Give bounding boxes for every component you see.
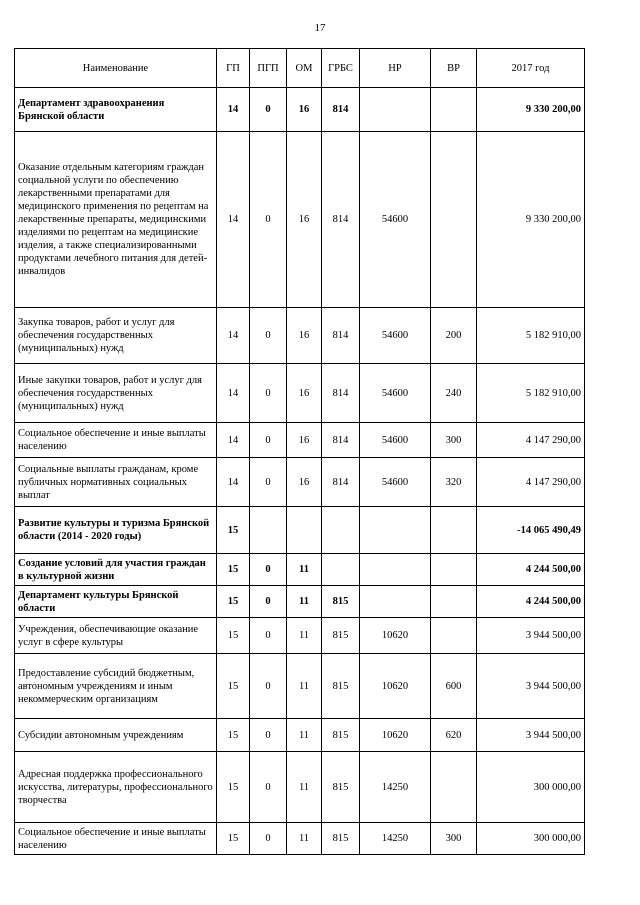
row-name: Социальное обеспечение и иные выплаты населению xyxy=(15,423,217,458)
row-grbs xyxy=(322,507,360,554)
row-pgp: 0 xyxy=(250,719,287,752)
row-amount: 3 944 500,00 xyxy=(477,654,585,719)
row-gp: 15 xyxy=(217,554,250,586)
row-pgp: 0 xyxy=(250,364,287,423)
row-name: Развитие культуры и туризма Брянской области (2014 - 2020 годы) xyxy=(15,507,217,554)
row-amount: 5 182 910,00 xyxy=(477,308,585,364)
row-amount: 9 330 200,00 xyxy=(477,132,585,308)
row-gp: 15 xyxy=(217,618,250,654)
page-number: 17 xyxy=(314,22,326,34)
row-amount: 4 147 290,00 xyxy=(477,458,585,507)
row-amount: 4 147 290,00 xyxy=(477,423,585,458)
row-om: 11 xyxy=(287,618,322,654)
row-gp: 15 xyxy=(217,823,250,855)
row-om: 11 xyxy=(287,719,322,752)
row-nr: 14250 xyxy=(360,823,431,855)
row-vr: 200 xyxy=(431,308,477,364)
table-row xyxy=(15,554,585,586)
row-pgp: 0 xyxy=(250,618,287,654)
row-name: Создание условий для участия граждан в культурной жизни xyxy=(15,554,217,586)
row-amount: -14 065 490,49 xyxy=(477,507,585,554)
row-name: Закупка товаров, работ и услуг для обеспечения государственных (муниципальных) нужд xyxy=(15,308,217,364)
row-grbs: 815 xyxy=(322,618,360,654)
table-row xyxy=(15,364,585,423)
row-vr: 620 xyxy=(431,719,477,752)
row-pgp: 0 xyxy=(250,458,287,507)
row-gp: 14 xyxy=(217,364,250,423)
header-grbs: ГРБС xyxy=(322,49,360,88)
row-amount: 9 330 200,00 xyxy=(477,88,585,132)
row-name: Учреждения, обеспечивающие оказание услуг в сфере культуры xyxy=(15,618,217,654)
row-om: 11 xyxy=(287,554,322,586)
row-vr xyxy=(431,618,477,654)
header-year: 2017 год xyxy=(477,49,585,88)
row-grbs: 814 xyxy=(322,132,360,308)
row-vr xyxy=(431,752,477,823)
row-grbs: 815 xyxy=(322,719,360,752)
table-row xyxy=(15,654,585,719)
row-nr: 10620 xyxy=(360,719,431,752)
row-grbs: 814 xyxy=(322,458,360,507)
row-pgp: 0 xyxy=(250,823,287,855)
row-vr: 600 xyxy=(431,654,477,719)
budget-table xyxy=(14,48,585,855)
row-gp: 15 xyxy=(217,719,250,752)
row-name: Иные закупки товаров, работ и услуг для обеспечения государственных (муниципальных) нужд xyxy=(15,364,217,423)
row-amount: 5 182 910,00 xyxy=(477,364,585,423)
row-om: 11 xyxy=(287,823,322,855)
table-row xyxy=(15,308,585,364)
row-om: 16 xyxy=(287,364,322,423)
header-name: Наименование xyxy=(15,49,217,88)
table-row xyxy=(15,719,585,752)
table-row xyxy=(15,88,585,132)
row-gp: 15 xyxy=(217,752,250,823)
row-gp: 14 xyxy=(217,308,250,364)
row-pgp: 0 xyxy=(250,752,287,823)
row-name: Субсидии автономным учреждениям xyxy=(15,719,217,752)
header-row xyxy=(15,49,585,88)
row-vr xyxy=(431,88,477,132)
row-gp: 14 xyxy=(217,423,250,458)
table-row xyxy=(15,132,585,308)
header-vr: ВР xyxy=(431,49,477,88)
row-amount: 300 000,00 xyxy=(477,752,585,823)
row-pgp: 0 xyxy=(250,423,287,458)
row-gp: 14 xyxy=(217,132,250,308)
row-om: 16 xyxy=(287,308,322,364)
row-grbs xyxy=(322,554,360,586)
row-pgp: 0 xyxy=(250,654,287,719)
row-name: Департамент здравоохранения Брянской области xyxy=(15,88,217,132)
row-om: 11 xyxy=(287,752,322,823)
row-amount: 3 944 500,00 xyxy=(477,719,585,752)
row-pgp: 0 xyxy=(250,132,287,308)
table-row xyxy=(15,586,585,618)
row-name: Департамент культуры Брянской области xyxy=(15,586,217,618)
row-nr xyxy=(360,554,431,586)
header-om: ОМ xyxy=(287,49,322,88)
row-vr: 300 xyxy=(431,823,477,855)
table-row xyxy=(15,823,585,855)
row-amount: 300 000,00 xyxy=(477,823,585,855)
row-pgp xyxy=(250,507,287,554)
row-nr: 10620 xyxy=(360,618,431,654)
row-vr xyxy=(431,586,477,618)
row-amount: 4 244 500,00 xyxy=(477,554,585,586)
row-nr xyxy=(360,507,431,554)
row-name: Предоставление субсидий бюджетным, автономным учреждениям и иным некоммерческим организациям xyxy=(15,654,217,719)
row-gp: 14 xyxy=(217,88,250,132)
row-pgp: 0 xyxy=(250,308,287,364)
row-gp: 14 xyxy=(217,458,250,507)
row-nr: 54600 xyxy=(360,458,431,507)
row-nr xyxy=(360,586,431,618)
row-nr xyxy=(360,88,431,132)
table-row xyxy=(15,752,585,823)
row-grbs: 814 xyxy=(322,364,360,423)
header-pgp: ПГП xyxy=(250,49,287,88)
row-grbs: 815 xyxy=(322,823,360,855)
row-om: 16 xyxy=(287,423,322,458)
row-grbs: 814 xyxy=(322,423,360,458)
row-pgp: 0 xyxy=(250,554,287,586)
row-gp: 15 xyxy=(217,507,250,554)
table-row xyxy=(15,423,585,458)
row-gp: 15 xyxy=(217,586,250,618)
table-row xyxy=(15,618,585,654)
header-gp: ГП xyxy=(217,49,250,88)
row-grbs: 814 xyxy=(322,88,360,132)
row-amount: 4 244 500,00 xyxy=(477,586,585,618)
row-name: Социальные выплаты гражданам, кроме публичных нормативных социальных выплат xyxy=(15,458,217,507)
row-nr: 54600 xyxy=(360,308,431,364)
row-grbs: 815 xyxy=(322,752,360,823)
row-pgp: 0 xyxy=(250,586,287,618)
row-vr: 320 xyxy=(431,458,477,507)
row-name: Социальное обеспечение и иные выплаты населению xyxy=(15,823,217,855)
row-vr xyxy=(431,554,477,586)
row-nr: 54600 xyxy=(360,364,431,423)
table-row xyxy=(15,458,585,507)
row-grbs: 815 xyxy=(322,586,360,618)
table-row xyxy=(15,507,585,554)
row-vr xyxy=(431,132,477,308)
row-om: 16 xyxy=(287,88,322,132)
row-nr: 54600 xyxy=(360,423,431,458)
row-amount: 3 944 500,00 xyxy=(477,618,585,654)
row-grbs: 815 xyxy=(322,654,360,719)
row-nr: 10620 xyxy=(360,654,431,719)
row-gp: 15 xyxy=(217,654,250,719)
row-name: Оказание отдельным категориям граждан социальной услуги по обеспечению лекарственными препаратами для медицинского применения по рецептам на лекарственные препараты, медицинскими изделиями по рецептам на медицинские изделия, а также специализированными продуктами лечебного питания для детей-инвалидов xyxy=(15,132,217,308)
header-nr: НР xyxy=(360,49,431,88)
row-om: 16 xyxy=(287,132,322,308)
row-vr xyxy=(431,507,477,554)
row-om: 11 xyxy=(287,654,322,719)
row-nr: 14250 xyxy=(360,752,431,823)
row-grbs: 814 xyxy=(322,308,360,364)
row-vr: 300 xyxy=(431,423,477,458)
row-om: 16 xyxy=(287,458,322,507)
row-name: Адресная поддержка профессионального искусства, литературы, профессионального творчества xyxy=(15,752,217,823)
row-om xyxy=(287,507,322,554)
row-nr: 54600 xyxy=(360,132,431,308)
row-pgp: 0 xyxy=(250,88,287,132)
row-om: 11 xyxy=(287,586,322,618)
row-vr: 240 xyxy=(431,364,477,423)
